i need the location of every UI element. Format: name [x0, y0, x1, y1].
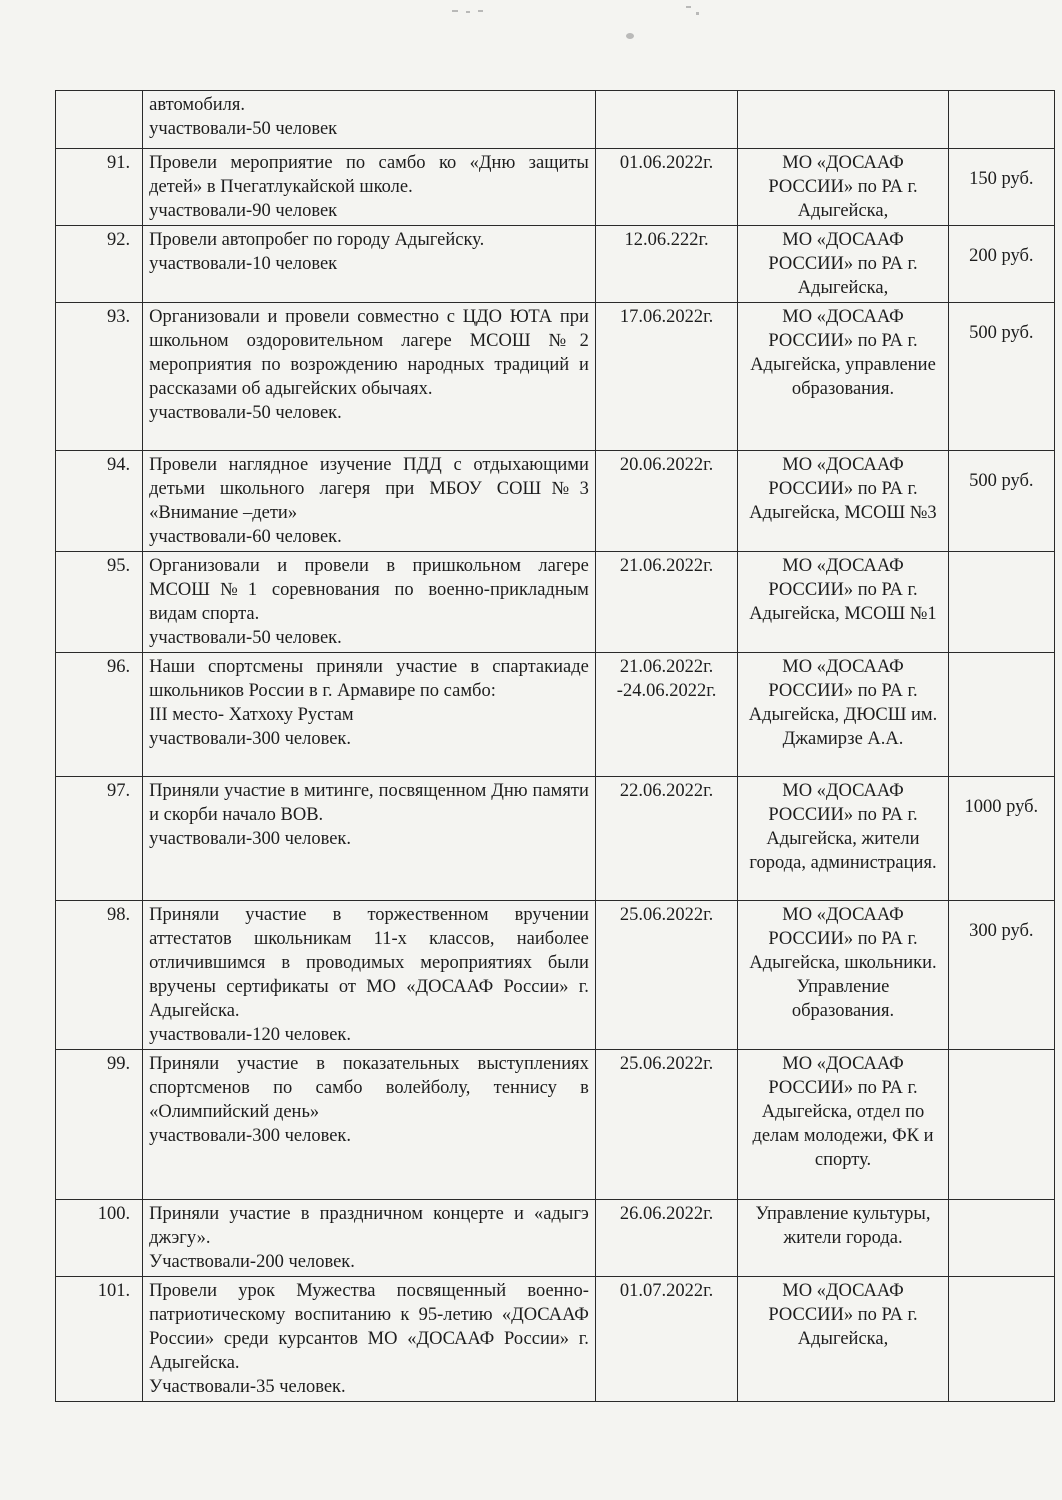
row-number-cell	[56, 1277, 143, 1402]
event-amount-cell	[948, 901, 1054, 1050]
event-date-cell	[595, 226, 737, 303]
event-amount-cell	[948, 1277, 1054, 1402]
event-amount-cell	[948, 777, 1054, 901]
event-description: Приняли участие в торжественном вручении аттестатов школьникам 11-х классов, наиболее отличившимся в проводимых мероприятиях были вручены сертификаты от МО «ДОСААФ России» г. Адыгейска. участвовали-120 человек.	[149, 905, 589, 1045]
event-date: 01.07.2022г.	[619, 1281, 714, 1301]
event-amount: 150 руб.	[969, 169, 1034, 189]
event-organizers-cell	[738, 552, 948, 653]
table-row	[56, 1200, 1055, 1277]
event-date-cell	[595, 149, 737, 226]
event-description: Провели урок Мужества посвященный военно-патриотическому воспитанию к 95-летию «ДОСААФ России» среди курсантов МО «ДОСААФ России» г. Адыгейска. Участвовали-35 человек.	[149, 1281, 589, 1397]
event-description-cell	[143, 653, 596, 777]
event-amount-cell	[948, 1200, 1054, 1277]
row-number-cell	[56, 1200, 143, 1277]
event-organizers-cell	[738, 451, 948, 552]
event-description: Приняли участие в митинге, посвященном Дню памяти и скорби начало ВОВ. участвовали-300 человек.	[149, 781, 589, 849]
event-amount-cell	[948, 91, 1054, 149]
event-amount: 300 руб.	[969, 921, 1034, 941]
event-date: 20.06.2022г.	[619, 455, 714, 475]
event-date-cell	[595, 1200, 737, 1277]
event-description-cell	[143, 901, 596, 1050]
event-description-cell	[143, 1050, 596, 1200]
event-description-cell	[143, 1200, 596, 1277]
event-amount: 200 руб.	[969, 246, 1034, 266]
event-date-cell	[595, 1277, 737, 1402]
event-description: Приняли участие в праздничном концерте и «адыгэ джэгу». Участвовали-200 человек.	[149, 1204, 589, 1272]
event-amount-cell	[948, 303, 1054, 451]
row-number-cell	[56, 1050, 143, 1200]
event-description: Приняли участие в показательных выступлениях спортсменов по самбо волейболу, теннису в «Олимпийский день» участвовали-300 человек.	[149, 1054, 589, 1146]
event-organizers: МО «ДОСААФ РОССИИ» по РА г. Адыгейска,	[768, 153, 918, 221]
row-number-cell	[56, 653, 143, 777]
row-number: 95.	[107, 556, 131, 576]
row-number-cell	[56, 303, 143, 451]
event-amount-cell	[948, 451, 1054, 552]
event-date: 25.06.2022г.	[619, 1054, 714, 1074]
event-organizers-cell	[738, 901, 948, 1050]
event-date-cell	[595, 653, 737, 777]
row-number: 94.	[107, 455, 131, 475]
event-amount-cell	[948, 149, 1054, 226]
event-organizers-cell	[738, 777, 948, 901]
table-row	[56, 653, 1055, 777]
row-number: 96.	[107, 657, 131, 677]
event-organizers: МО «ДОСААФ РОССИИ» по РА г. Адыгейска, управление образования.	[750, 307, 936, 399]
event-date-cell	[595, 1050, 737, 1200]
event-amount: 1000 руб.	[964, 797, 1039, 817]
event-date: 12.06.222г.	[624, 230, 709, 250]
table-row	[56, 1277, 1055, 1402]
table-body	[56, 91, 1055, 1402]
table-row	[56, 303, 1055, 451]
event-date: 21.06.2022г.	[619, 556, 714, 576]
event-date-cell	[595, 451, 737, 552]
table-row	[56, 91, 1055, 149]
event-organizers-cell	[738, 303, 948, 451]
event-description: Провели автопробег по городу Адыгейску. участвовали-10 человек	[149, 230, 485, 274]
row-number-cell	[56, 149, 143, 226]
event-organizers: МО «ДОСААФ РОССИИ» по РА г. Адыгейска, МСОШ №1	[749, 556, 937, 624]
row-number-cell	[56, 552, 143, 653]
table-row	[56, 552, 1055, 653]
row-number: 101.	[97, 1281, 131, 1301]
event-amount-cell	[948, 552, 1054, 653]
event-organizers: Управление культуры, жители города.	[755, 1204, 931, 1248]
row-number: 99.	[107, 1054, 131, 1074]
event-organizers: МО «ДОСААФ РОССИИ» по РА г. Адыгейска, ДЮСШ им. Джамирзе А.А.	[748, 657, 938, 749]
row-number: 100.	[97, 1204, 131, 1224]
event-date-cell	[595, 303, 737, 451]
row-number: 91.	[107, 153, 131, 173]
row-number-cell	[56, 226, 143, 303]
table-row	[56, 777, 1055, 901]
row-number: 93.	[107, 307, 131, 327]
event-description-cell	[143, 777, 596, 901]
scan-specks	[0, 0, 1062, 80]
event-description-cell	[143, 1277, 596, 1402]
event-description-cell	[143, 303, 596, 451]
event-description: Наши спортсмены приняли участие в спартакиаде школьников России в г. Армавире по самбо: III место- Хатхоху Рустам участвовали-300 человек.	[149, 657, 589, 749]
event-date-cell	[595, 777, 737, 901]
event-organizers: МО «ДОСААФ РОССИИ» по РА г. Адыгейска, школьники. Управление образования.	[749, 905, 937, 1021]
row-number: 97.	[107, 781, 131, 801]
event-organizers-cell	[738, 149, 948, 226]
event-description-cell	[143, 226, 596, 303]
event-date-cell	[595, 91, 737, 149]
table-row	[56, 226, 1055, 303]
event-date-cell	[595, 901, 737, 1050]
table-row	[56, 451, 1055, 552]
event-amount-cell	[948, 653, 1054, 777]
event-description-cell	[143, 451, 596, 552]
event-organizers: МО «ДОСААФ РОССИИ» по РА г. Адыгейска, жители города, администрация.	[749, 781, 937, 873]
events-table	[55, 90, 1055, 1402]
table-row	[56, 149, 1055, 226]
event-amount-cell	[948, 1050, 1054, 1200]
event-organizers-cell	[738, 91, 948, 149]
row-number-cell	[56, 901, 143, 1050]
row-number-cell	[56, 451, 143, 552]
event-description-cell	[143, 91, 596, 149]
event-organizers-cell	[738, 226, 948, 303]
event-description: Организовали и провели совместно с ЦДО ЮТА при школьном оздоровительном лагере МСОШ №2 мероприятия по возрождению народных традиций и рассказами об адыгейских обычаях. участвовали-50 человек.	[149, 307, 589, 423]
row-number: 98.	[107, 905, 131, 925]
event-organizers: МО «ДОСААФ РОССИИ» по РА г. Адыгейска, отдел по делам молодежи, ФК и спорту.	[752, 1054, 934, 1170]
event-amount: 500 руб.	[969, 471, 1034, 491]
event-description-cell	[143, 552, 596, 653]
event-description: автомобиля. участвовали-50 человек	[149, 95, 338, 139]
event-description: Организовали и провели в пришкольном лагере МСОШ№1 соревнования по военно-прикладным видам спорта. участвовали-50 человек.	[149, 556, 589, 648]
event-date: 01.06.2022г.	[619, 153, 714, 173]
event-organizers-cell	[738, 653, 948, 777]
event-date: 21.06.2022г. -24.06.2022г.	[616, 657, 717, 701]
table-row	[56, 901, 1055, 1050]
event-date: 26.06.2022г.	[619, 1204, 714, 1224]
event-date: 22.06.2022г.	[619, 781, 714, 801]
event-description: Провели наглядное изучение ПДД с отдыхающими детьми школьного лагеря при МБОУ СОШ№3 «Внимание –дети» участвовали-60 человек.	[149, 455, 589, 547]
table-row	[56, 1050, 1055, 1200]
event-description: Провели мероприятие по самбо ко «Дню защиты детей» в Пчегатлукайской школе. участвовали-90 человек	[149, 153, 589, 221]
event-organizers: МО «ДОСААФ РОССИИ» по РА г. Адыгейска,	[768, 1281, 918, 1349]
row-number-cell	[56, 91, 143, 149]
event-date-cell	[595, 552, 737, 653]
event-description-cell	[143, 149, 596, 226]
row-number: 92.	[107, 230, 131, 250]
event-organizers-cell	[738, 1200, 948, 1277]
event-organizers: МО «ДОСААФ РОССИИ» по РА г. Адыгейска, МСОШ №3	[749, 455, 937, 523]
event-organizers-cell	[738, 1050, 948, 1200]
row-number-cell	[56, 777, 143, 901]
event-amount-cell	[948, 226, 1054, 303]
event-date: 25.06.2022г.	[619, 905, 714, 925]
event-date: 17.06.2022г.	[619, 307, 714, 327]
event-organizers-cell	[738, 1277, 948, 1402]
event-amount: 500 руб.	[969, 323, 1034, 343]
event-organizers: МО «ДОСААФ РОССИИ» по РА г. Адыгейска,	[768, 230, 918, 298]
